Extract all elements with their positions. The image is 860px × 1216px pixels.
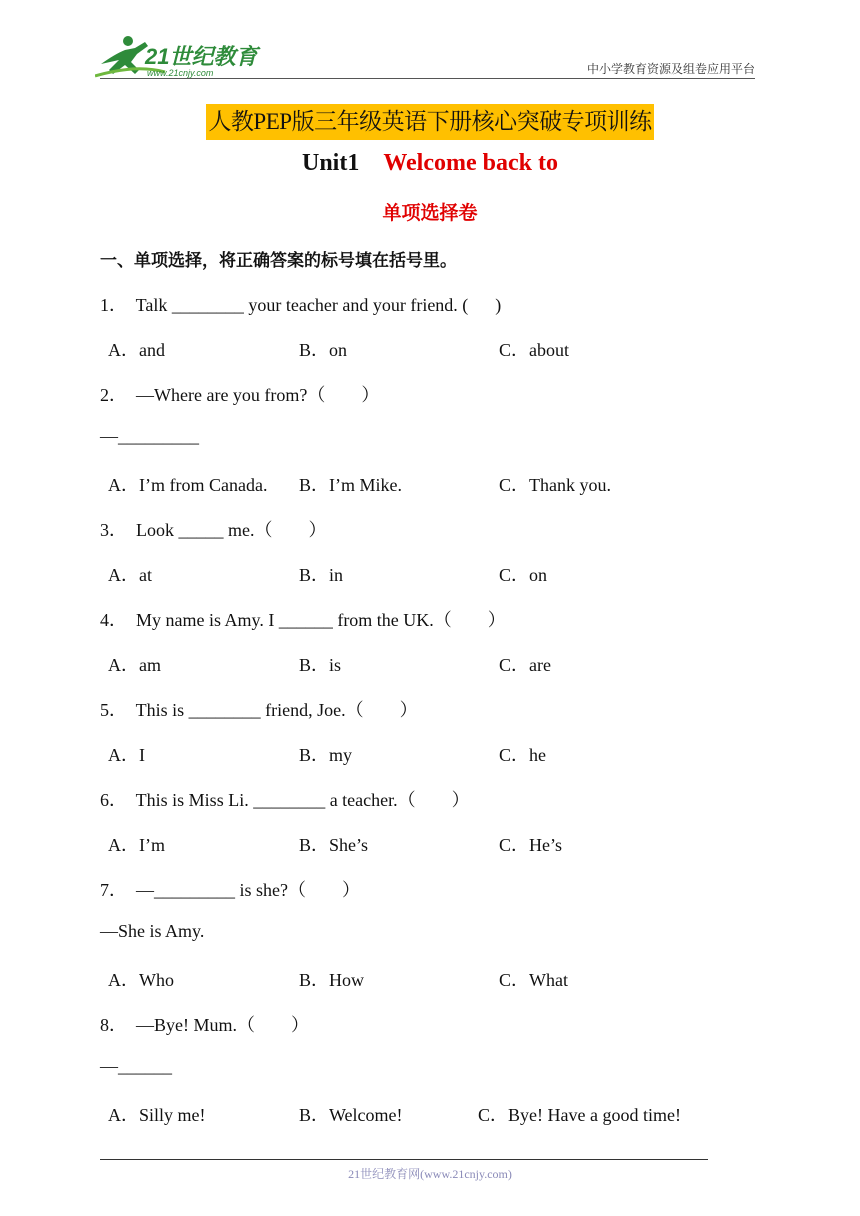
question-3-option-c: C．on: [499, 565, 548, 585]
page-title: [206, 104, 653, 140]
question-2-stem: 2． —Where are you from?（ ）: [100, 385, 380, 405]
subtitle: 单项选择卷: [382, 202, 478, 224]
title-part-latin: PEP: [253, 109, 292, 134]
footer-text: 21世纪教育网(www.21cnjy.com): [348, 1167, 512, 1181]
question-5-stem: 5． This is ________ friend, Joe.（ ）: [100, 700, 418, 720]
question-7-stem: 7． —_________ is she?（ ）: [100, 880, 360, 900]
question-3-option-b: B．in: [299, 565, 344, 585]
question-2-option-a: A．I’m from Canada.: [108, 475, 268, 495]
question-5-option-b: B．my: [299, 745, 353, 765]
question-1-stem: 1． Talk ________ your teacher and your friend. ( ): [100, 295, 502, 315]
question-4-option-b: B．is: [299, 655, 342, 675]
unit-label: Unit1: [302, 150, 360, 176]
question-3-option-a: A．at: [108, 565, 152, 585]
footer-divider: [100, 1159, 708, 1160]
question-1-option-c: C．about: [499, 340, 569, 360]
title-wrapper: [0, 104, 860, 140]
question-1-option-a: A．and: [108, 340, 165, 360]
header-platform-text: 中小学教育资源及组卷应用平台: [586, 62, 755, 76]
question-6-option-c: C．He’s: [499, 835, 562, 855]
question-1-option-b: B．on: [299, 340, 348, 360]
question-5-option-a: A．I: [108, 745, 145, 765]
question-7-option-a: A．Who: [108, 970, 174, 990]
question-6-stem: 6． This is Miss Li. ________ a teacher.（ ）: [100, 790, 470, 810]
question-7-option-c: C．What: [499, 970, 568, 990]
question-4-stem: 4． My name is Amy. I ______ from the UK.（ ）: [100, 610, 506, 630]
title-part-2: 版三年级英语下册核心突破专项训练: [291, 109, 652, 135]
question-5-option-c: C．he: [499, 745, 546, 765]
question-2-answer-line: —_________: [100, 426, 199, 446]
question-7-option-b: B．How: [299, 970, 365, 990]
question-8-answer-line: —______: [100, 1056, 172, 1076]
question-4-option-a: A．am: [108, 655, 161, 675]
unit-title: [0, 150, 860, 177]
question-4-option-c: C．are: [499, 655, 551, 675]
question-2-option-b: B．I’m Mike.: [299, 475, 402, 495]
header-divider: [100, 78, 755, 79]
question-2-option-c: C．Thank you.: [499, 475, 611, 495]
question-7-answer-line: —She is Amy.: [100, 921, 205, 941]
question-8-option-b: B．Welcome!: [299, 1105, 403, 1125]
question-8-option-a: A．Silly me!: [108, 1105, 206, 1125]
unit-name: Welcome back to: [383, 150, 558, 176]
question-3-stem: 3． Look _____ me.（ ）: [100, 520, 327, 540]
title-part-1: 人教: [208, 109, 254, 135]
question-6-option-b: B．She’s: [299, 835, 369, 855]
section-heading: 一、单项选择，将正确答案的标号填在括号里。: [100, 251, 457, 271]
logo-text: 21世纪教育: [145, 44, 258, 69]
logo-url: www.21cnjy.com: [147, 68, 214, 78]
question-8-option-c: C．Bye! Have a good time!: [478, 1105, 681, 1125]
question-8-stem: 8． —Bye! Mum.（ ）: [100, 1015, 309, 1035]
site-logo: [95, 34, 265, 80]
question-6-option-a: A．I’m: [108, 835, 165, 855]
